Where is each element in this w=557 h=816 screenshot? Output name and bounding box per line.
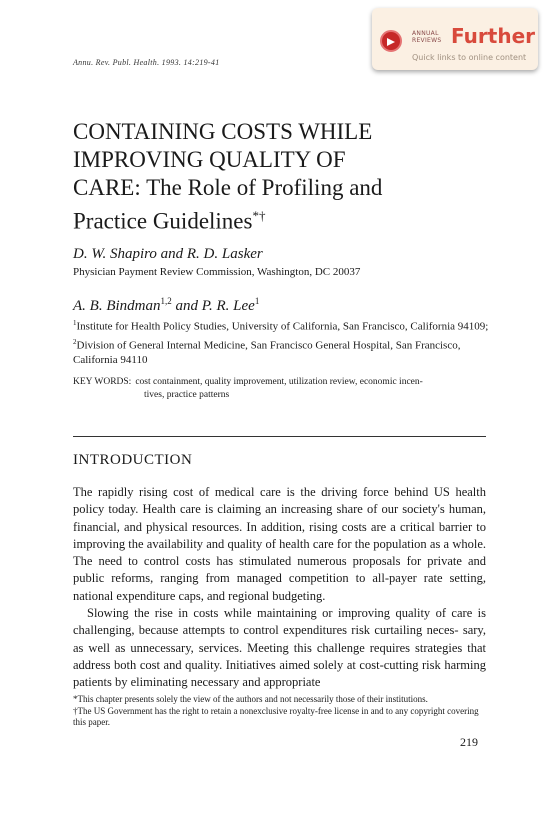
paragraph-1: The rapidly rising cost of medical care is the driving force behind US health policy today. Health care is claiming an increasing share of our society's human, financial, and physical resources. In addition, rising costs are a critical barrier to improving the availability and quality of health care for the population as a whole. The need to control costs has stimulated numerous proposals for private and public reforms, ranging from managed competition to all-payer rate setting, national expenditure caps, and regional budgeting.: [73, 485, 486, 603]
publisher-line2: REVIEWS: [412, 37, 442, 44]
further-label: Further: [451, 24, 535, 48]
title-footnote-mark: *†: [252, 208, 266, 223]
quick-links-text: Quick links to online content: [412, 53, 527, 62]
title-line-2: IMPROVING QUALITY OF: [73, 147, 346, 172]
play-icon: [380, 30, 402, 52]
author-connector: and: [171, 298, 202, 314]
title-line-4: Practice Guidelines: [73, 208, 253, 234]
section-heading: INTRODUCTION: [73, 452, 193, 468]
publisher-logo: [412, 30, 441, 44]
aff2-text: Division of General Internal Medicine, San Francisco General Hospital, San Francisco, California 94110: [73, 339, 461, 367]
aff2-sup: 2: [73, 337, 77, 346]
title-line-3: CARE: The Role of Profiling and: [73, 175, 383, 200]
author-bindman-sup: 1,2: [160, 296, 172, 306]
further-badge[interactable]: [372, 8, 538, 70]
footnote-1: *This chapter presents solely the view of the authors and not necessarily those of their institutions.: [73, 694, 428, 704]
aff1-text: Institute for Health Policy Studies, University of California, San Francisco, California 94109;: [76, 320, 489, 333]
author-names-2: [73, 296, 259, 315]
key-words-line1: cost containment, quality improvement, utilization review, economic incen-: [135, 377, 423, 387]
aff1-sup: 1: [73, 319, 77, 327]
author-names-1: D. W. Shapiro and R. D. Lasker: [73, 246, 263, 262]
author-bindman: A. B. Bindman: [73, 298, 161, 314]
affiliation-1: Physician Payment Review Commission, Washington, DC 20037: [73, 266, 361, 278]
body-text: [73, 484, 486, 692]
page-number: 219: [460, 735, 478, 749]
affiliation-2: [73, 316, 493, 368]
key-words-label: KEY WORDS:: [73, 377, 132, 387]
article-title: [73, 118, 493, 236]
paragraph-2: Slowing the rise in costs while maintaining or improving quality of care is challenging, because attempts to control expenditures risk curtailing neces- sary, as well as unnecessary, services. Meeting this challenge requires strategies that address both cost and quality. Initiatives aimed solely at cost-cutting risk harming patients by eliminating necessary and appropriate: [73, 606, 486, 690]
footnotes: [73, 694, 486, 729]
author-lee-sup: 1: [254, 296, 260, 306]
title-line-1: CONTAINING COSTS WHILE: [73, 119, 373, 144]
key-words-line2: tives, practice patterns: [144, 390, 230, 400]
section-divider: [73, 436, 486, 437]
author-lee: P. R. Lee: [201, 298, 255, 314]
footnote-2: †The US Government has the right to retain a nonexclusive royalty-free license in and to any copyright covering this paper.: [73, 705, 479, 727]
publisher-line1: ANNUAL: [412, 30, 439, 37]
key-words: [73, 376, 493, 402]
journal-citation: Annu. Rev. Publ. Health. 1993. 14:219-41: [73, 58, 220, 67]
